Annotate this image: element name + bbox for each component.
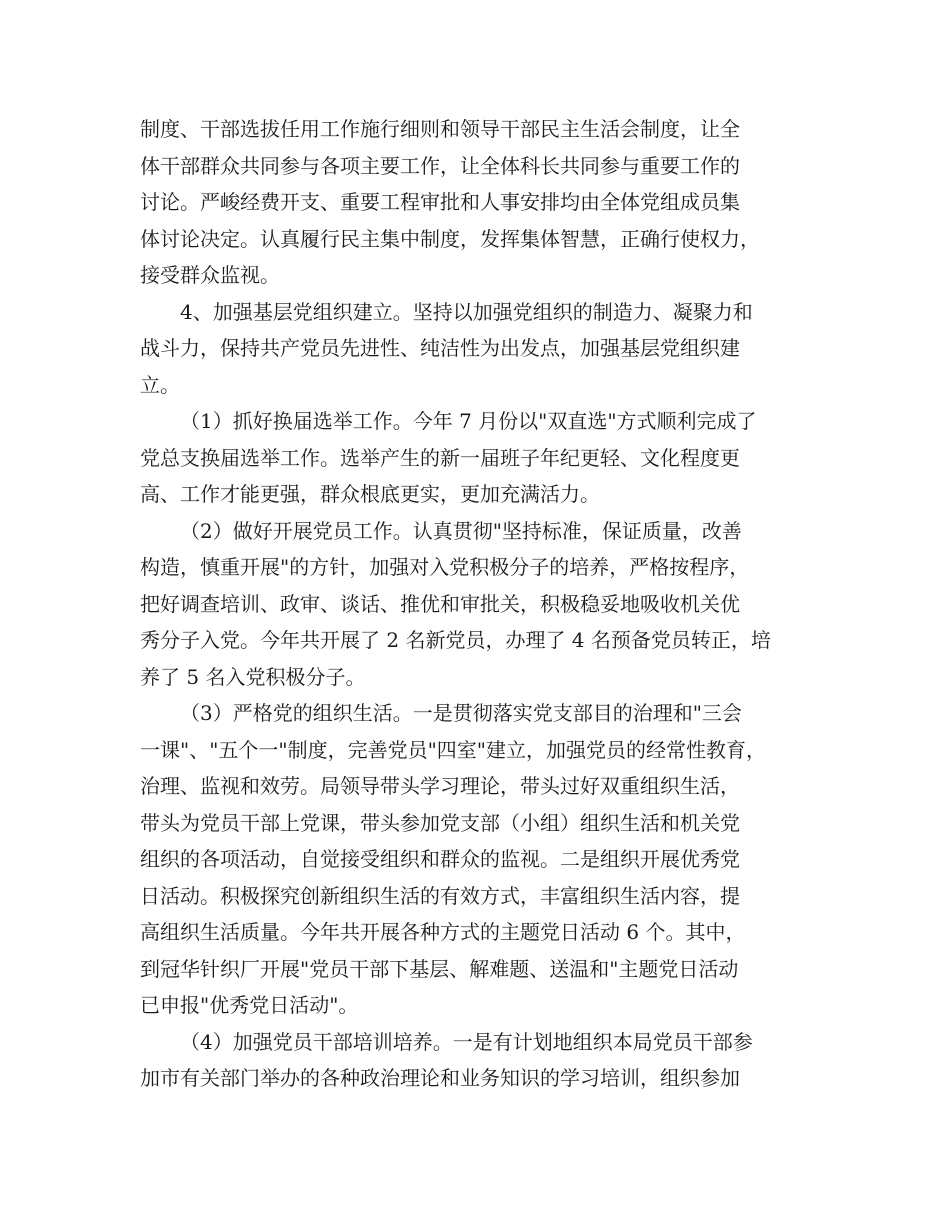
text-line: （2）做好开展党员工作。认真贯彻"坚持标准，保证质量，改善 — [180, 518, 742, 543]
paragraph-item-2 — [140, 513, 830, 696]
text-line: （3）严格党的组织生活。一是贯彻落实党支部目的治理和"三会 — [180, 701, 742, 725]
paragraph-item-1 — [140, 403, 830, 513]
text-line: 党总支换届选举工作。选举产生的新一届班子年纪更轻、文化程度更 — [140, 445, 740, 470]
paragraph-democratic-system — [140, 111, 830, 294]
text-line: 秀分子入党。今年共开展了 2 名新党员，办理了 4 名预备党员转正，培 — [140, 628, 771, 652]
text-line: 接受群众监视。 — [140, 263, 280, 287]
text-line: 养了 5 名入党积极分子。 — [140, 664, 366, 689]
text-line: 体干部群众共同参与各项主要工作，让全体科长共同参与重要工作的 — [140, 153, 740, 178]
text-line: 体讨论决定。认真履行民主集中制度，发挥集体智慧，正确行使权力， — [140, 226, 760, 251]
text-line: 高组织生活质量。今年共开展各种方式的主题党日活动 6 个。其中， — [140, 920, 746, 944]
text-line: 日活动。积极探究创新组织生活的有效方式，丰富组织生活内容，提 — [140, 883, 740, 908]
text-line: 一课"、"五个一"制度，完善党员"四室"建立，加强党员的经常性教育， — [140, 737, 766, 762]
text-line: 把好调查培训、政审、谈话、推优和审批关，积极稳妥地吸收机关优 — [140, 591, 740, 616]
paragraph-item-4 — [140, 1024, 830, 1097]
text-line: 战斗力，保持共产党员先进性、纯洁性为出发点，加强基层党组织建 — [140, 336, 740, 360]
paragraph-section-4 — [140, 294, 830, 404]
text-line: 加市有关部门举办的各种政治理论和业务知识的学习培训，组织参加 — [140, 1066, 740, 1090]
document-body — [140, 111, 830, 1097]
text-line: （1）抓好换届选举工作。今年 7 月份以"双直选"方式顺利完成了 — [180, 409, 757, 433]
text-line: 到冠华针织厂开展"党员干部下基层、解难题、送温和"主题党日活动 — [140, 956, 739, 981]
text-line: 治理、监视和效劳。局领导带头学习理论，带头过好双重组织生活， — [140, 774, 740, 798]
text-line: 讨论。严峻经费开支、重要工程审批和人事安排均由全体党组成员集 — [140, 190, 740, 214]
text-line: 4、加强基层党组织建立。坚持以加强党组织的制造力、凝聚力和 — [180, 299, 753, 324]
text-line: 构造，慎重开展"的方针，加强对入党积极分子的培养，严格按程序， — [140, 555, 750, 579]
paragraph-item-3 — [140, 695, 830, 1024]
text-line: 已申报"优秀党日活动"。 — [140, 993, 359, 1017]
text-line: 制度、干部选拔任用工作施行细则和领导干部民主生活会制度，让全 — [140, 117, 740, 141]
text-line: 组织的各项活动，自觉接受组织和群众的监视。二是组织开展优秀党 — [140, 847, 740, 871]
text-line: 立。 — [140, 372, 180, 397]
text-line: 带头为党员干部上党课，带头参加党支部（小组）组织生活和机关党 — [140, 810, 740, 835]
text-line: （4）加强党员干部培训培养。一是有计划地组织本局党员干部参 — [180, 1029, 753, 1054]
text-line: 高、工作才能更强，群众根底更实，更加充满活力。 — [140, 482, 600, 506]
